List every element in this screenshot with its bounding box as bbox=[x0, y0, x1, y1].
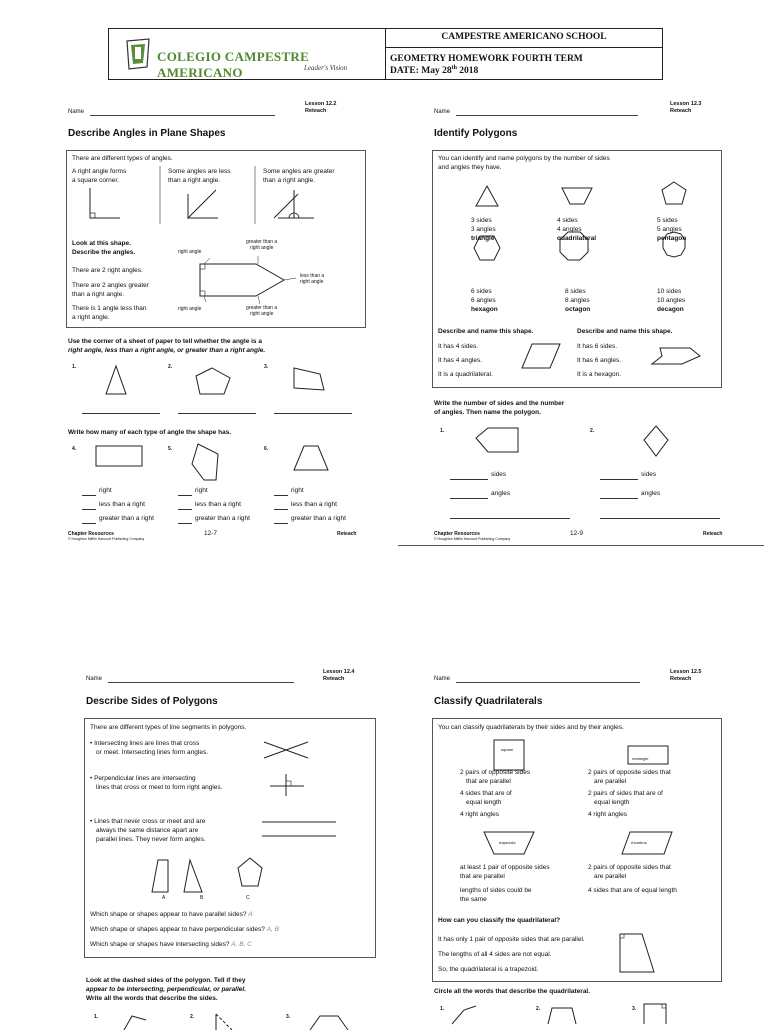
rhombus-prop: 4 sides that are of equal length bbox=[588, 887, 677, 894]
question-number: 4. bbox=[72, 446, 77, 452]
col3-text: than a right angle. bbox=[263, 177, 316, 184]
intro-text: You can identify and name polygons by the number of sides bbox=[438, 155, 610, 162]
sides-label: sides bbox=[491, 471, 507, 478]
shape-label: square bbox=[501, 747, 514, 752]
intro-text: There are different types of angles. bbox=[72, 155, 173, 162]
instruction-text: Write the number of sides and the number bbox=[434, 400, 565, 407]
hexagon-angle-diagram bbox=[196, 258, 306, 308]
example-text: It has 6 angles. bbox=[577, 357, 622, 364]
name-label: Name bbox=[434, 109, 451, 115]
question-number: 3. bbox=[632, 1006, 637, 1012]
shape-label: B bbox=[200, 895, 204, 901]
rectangle-prop: are parallel bbox=[594, 778, 627, 785]
header-table bbox=[108, 28, 663, 80]
answer-line[interactable] bbox=[82, 413, 160, 414]
footer-right: Reteach bbox=[337, 531, 357, 537]
lesson-number: Lesson 12.5 Reteach bbox=[670, 669, 702, 682]
sides-question-shapes bbox=[84, 1010, 384, 1030]
answer-line[interactable] bbox=[600, 498, 638, 499]
option-label: greater than a right bbox=[291, 515, 346, 522]
intro-text: There are different types of line segments in polygons. bbox=[90, 724, 247, 731]
example-text: It is a hexagon. bbox=[577, 371, 622, 378]
trapezoid-prop: the same bbox=[460, 896, 487, 903]
trapezoid-prop: at least 1 pair of opposite sides bbox=[460, 864, 550, 871]
lesson-number: Lesson 12.4 Reteach bbox=[323, 669, 355, 682]
sides-label: sides bbox=[641, 471, 657, 478]
page-number: 12-9 bbox=[570, 530, 584, 537]
answer-line[interactable] bbox=[178, 495, 192, 496]
footer-copyright: © Houghton Mifflin Harcourt Publishing Company bbox=[68, 537, 145, 541]
name-line bbox=[456, 115, 638, 116]
rectangle-prop: 2 pairs of opposite sides that bbox=[588, 769, 671, 776]
diagram-label: right angle bbox=[178, 249, 202, 255]
description-text: a right angle. bbox=[72, 314, 110, 321]
trapezoid-prop: that are parallel bbox=[460, 873, 505, 880]
poly-name: decagon bbox=[657, 306, 684, 313]
header-info-cell bbox=[386, 29, 662, 79]
answer-line[interactable] bbox=[600, 518, 720, 519]
count-angle-shapes bbox=[66, 440, 366, 480]
worksheet-title: Identify Polygons bbox=[434, 128, 518, 139]
diagram-label: greater than a bbox=[246, 239, 278, 245]
shape-label: A bbox=[162, 895, 166, 901]
describe-example-shapes bbox=[432, 340, 722, 370]
school-logo-cell bbox=[109, 29, 386, 79]
poly-sides: 6 sides bbox=[471, 288, 492, 295]
description-text: There is 1 angle less than bbox=[72, 305, 147, 312]
question-number: 1. bbox=[440, 1006, 445, 1012]
answer-line[interactable] bbox=[82, 509, 96, 510]
answer-line[interactable] bbox=[178, 523, 192, 524]
angle-examples-diagram bbox=[66, 160, 366, 230]
angles-label: angles bbox=[641, 490, 661, 497]
question-number: 5. bbox=[168, 446, 173, 452]
rectangle-prop: 4 right angles bbox=[588, 811, 628, 818]
poly-sides: 10 sides bbox=[657, 288, 682, 295]
footer-left: Chapter Resources bbox=[434, 531, 480, 537]
describe-heading: Describe and name this shape. bbox=[577, 328, 673, 335]
question-number: 2. bbox=[168, 364, 173, 370]
shape-label: C bbox=[246, 895, 250, 901]
poly-name: triangle bbox=[471, 235, 495, 242]
example-text: It has 6 sides. bbox=[577, 343, 618, 350]
poly-sides: 4 sides bbox=[557, 217, 578, 224]
bullet-text: or meet. Intersecting lines form angles. bbox=[96, 749, 208, 756]
trapezoid-prop: lengths of sides could be bbox=[460, 887, 532, 894]
look-text: Describe the angles. bbox=[72, 249, 136, 256]
page-divider bbox=[398, 545, 764, 546]
bullet-text: parallel lines. They never form angles. bbox=[96, 836, 206, 843]
name-label: Name bbox=[434, 676, 451, 682]
col2-text: Some angles are less bbox=[168, 168, 231, 175]
rectangle-prop: equal length bbox=[594, 799, 630, 806]
lesson-number: Lesson 12.2 Reteach bbox=[305, 101, 337, 114]
line-types-diagram bbox=[258, 736, 358, 856]
example-text: It has 4 sides. bbox=[438, 343, 479, 350]
question-number: 2. bbox=[190, 1014, 195, 1020]
lesson-number: Lesson 12.3 Reteach bbox=[670, 101, 702, 114]
bullet-text: • Perpendicular lines are intersecting bbox=[90, 775, 196, 782]
instruction-text: Circle all the words that describe the quadrilateral. bbox=[434, 988, 591, 995]
logo-subtitle: Leader's Vision bbox=[304, 64, 348, 72]
question-b: Which shape or shapes appear to have perpendicular sides? A, B bbox=[90, 926, 279, 933]
shape-label: trapezoid bbox=[499, 840, 516, 845]
col1-text: a square corner. bbox=[72, 177, 119, 184]
answer-line[interactable] bbox=[178, 509, 192, 510]
answer-line[interactable] bbox=[274, 495, 288, 496]
col3-text: Some angles are greater bbox=[263, 168, 335, 175]
instruction-text: Look at the dashed sides of the polygon. Tell if they bbox=[86, 977, 246, 984]
question-c: Which shape or shapes have intersecting sides? A, B, C bbox=[90, 941, 252, 948]
bullet-text: • Intersecting lines are lines that cross bbox=[90, 740, 200, 747]
instruction-text: of angles. Then name the polygon. bbox=[434, 409, 541, 416]
option-label: less than a right bbox=[195, 501, 241, 508]
polygon-question-shapes bbox=[432, 424, 722, 464]
answer-line[interactable] bbox=[600, 479, 638, 480]
description-text: than a right angle. bbox=[72, 291, 125, 298]
square-prop: that are parallel bbox=[466, 778, 511, 785]
square-prop: 4 sides that are of bbox=[460, 790, 512, 797]
col1-text: A right angle forms bbox=[72, 168, 127, 175]
name-line bbox=[90, 115, 275, 116]
question-number: 6. bbox=[264, 446, 269, 452]
how-text: So, the quadrilateral is a trapezoid. bbox=[438, 966, 539, 973]
square-prop: 2 pairs of opposite sides bbox=[460, 769, 531, 776]
header-divider bbox=[386, 47, 662, 48]
diagram-label: right angle bbox=[250, 245, 274, 251]
instruction-text: Use the corner of a sheet of paper to tell whether the angle is a bbox=[68, 338, 262, 345]
diagram-label: right angle bbox=[178, 306, 202, 312]
name-line bbox=[456, 682, 640, 683]
name-line bbox=[108, 682, 294, 683]
bullet-text: • Lines that never cross or meet and are bbox=[90, 818, 206, 825]
description-text: There are 2 angles greater bbox=[72, 282, 149, 289]
poly-angles: 6 angles bbox=[471, 297, 496, 304]
poly-angles: 10 angles bbox=[657, 297, 686, 304]
option-label: right bbox=[99, 487, 112, 494]
diagram-label: greater than a bbox=[246, 305, 278, 311]
square-prop: 4 right angles bbox=[460, 811, 500, 818]
poly-angles: 3 angles bbox=[471, 226, 496, 233]
answer-line[interactable] bbox=[82, 523, 96, 524]
option-label: less than a right bbox=[99, 501, 145, 508]
poly-name: quadrilateral bbox=[557, 235, 597, 242]
example-text: It has 4 angles. bbox=[438, 357, 483, 364]
poly-name: hexagon bbox=[471, 306, 498, 313]
question-number: 2. bbox=[536, 1006, 541, 1012]
question-number: 1. bbox=[72, 364, 77, 370]
question-number: 1. bbox=[440, 428, 445, 434]
example-text: It is a quadrilateral. bbox=[438, 371, 493, 378]
square-prop: equal length bbox=[466, 799, 502, 806]
instruction-text: right angle, less than a right angle, or greater than a right angle. bbox=[68, 347, 266, 354]
homework-date: DATE: May 28th 2018 bbox=[390, 65, 479, 77]
option-label: greater than a right bbox=[99, 515, 154, 522]
intro-text: You can classify quadrilaterals by their sides and by their angles. bbox=[438, 724, 624, 731]
look-text: Look at this shape. bbox=[72, 240, 131, 247]
shape-label: rhombus bbox=[631, 840, 647, 845]
bullet-text: lines that cross or meet to form right angles. bbox=[96, 784, 223, 791]
poly-sides: 3 sides bbox=[471, 217, 492, 224]
answer-line[interactable] bbox=[178, 413, 256, 414]
question-number: 1. bbox=[94, 1014, 99, 1020]
how-text: It has only 1 pair of opposite sides that are parallel. bbox=[438, 936, 585, 943]
page-number: 12-7 bbox=[204, 530, 218, 537]
footer-left: Chapter Resources bbox=[68, 531, 114, 537]
instruction-text: Write how many of each type of angle the shape has. bbox=[68, 429, 232, 436]
poly-angles: 8 angles bbox=[565, 297, 590, 304]
shapes-abc bbox=[150, 856, 350, 906]
diagram-label: right angle bbox=[250, 311, 274, 317]
answer-line[interactable] bbox=[450, 518, 570, 519]
rhombus-prop: 2 pairs of opposite sides that bbox=[588, 864, 671, 871]
answer-line[interactable] bbox=[450, 498, 488, 499]
poly-angles: 4 angles bbox=[557, 226, 582, 233]
option-label: right bbox=[291, 487, 304, 494]
option-label: less than a right bbox=[291, 501, 337, 508]
answer-line[interactable] bbox=[450, 479, 488, 480]
option-label: right bbox=[195, 487, 208, 494]
how-heading: How can you classify the quadrilateral? bbox=[438, 917, 561, 924]
worksheet-title: Classify Quadrilaterals bbox=[434, 696, 543, 707]
logo-text: COLEGIO CAMPESTRE AMERICANO bbox=[157, 49, 310, 80]
answer-line[interactable] bbox=[274, 413, 352, 414]
school-crest-icon bbox=[123, 37, 153, 73]
answer-line[interactable] bbox=[274, 523, 288, 524]
instruction-text: Write all the words that describe the sides. bbox=[86, 995, 218, 1002]
rectangle-prop: 2 pairs of sides that are of bbox=[588, 790, 663, 797]
poly-angles: 5 angles bbox=[657, 226, 682, 233]
name-label: Name bbox=[86, 676, 103, 682]
bullet-text: always the same distance apart are bbox=[96, 827, 199, 834]
worksheet-title: Describe Angles in Plane Shapes bbox=[68, 128, 226, 139]
answer-line[interactable] bbox=[274, 509, 288, 510]
footer-copyright: © Houghton Mifflin Harcourt Publishing Company bbox=[434, 537, 511, 541]
poly-sides: 5 sides bbox=[657, 217, 678, 224]
question-number: 3. bbox=[286, 1014, 291, 1020]
question-number: 2. bbox=[590, 428, 595, 434]
rhombus-prop: are parallel bbox=[594, 873, 627, 880]
name-label: Name bbox=[68, 109, 85, 115]
shape-label: rectangle bbox=[632, 756, 649, 761]
homework-title: GEOMETRY HOMEWORK FOURTH TERM bbox=[390, 54, 583, 64]
footer-right: Reteach bbox=[703, 531, 723, 537]
diagram-label: right angle bbox=[300, 279, 324, 285]
classify-question-shapes bbox=[432, 1002, 732, 1026]
answer-line[interactable] bbox=[82, 495, 96, 496]
option-label: greater than a right bbox=[195, 515, 250, 522]
poly-name: octagon bbox=[565, 306, 591, 313]
col2-text: than a right angle. bbox=[168, 177, 221, 184]
intro-text: and angles they have. bbox=[438, 164, 502, 171]
poly-name: pentagon bbox=[657, 235, 687, 242]
poly-sides: 8 sides bbox=[565, 288, 586, 295]
trapezoid-example bbox=[614, 930, 664, 980]
how-text: The lengths of all 4 sides are not equal. bbox=[438, 951, 552, 958]
angle-question-shapes bbox=[66, 362, 366, 402]
question-number: 3. bbox=[264, 364, 269, 370]
diagram-label: less than a bbox=[300, 273, 325, 279]
question-a: Which shape or shapes appear to have parallel sides? A bbox=[90, 911, 253, 918]
worksheet-title: Describe Sides of Polygons bbox=[86, 696, 218, 707]
instruction-text: appear to be intersecting, perpendicular, or parallel. bbox=[86, 986, 247, 993]
school-name: CAMPESTRE AMERICANO SCHOOL bbox=[441, 32, 607, 42]
description-text: There are 2 right angles. bbox=[72, 267, 143, 274]
describe-heading: Describe and name this shape. bbox=[438, 328, 534, 335]
angles-label: angles bbox=[491, 490, 511, 497]
